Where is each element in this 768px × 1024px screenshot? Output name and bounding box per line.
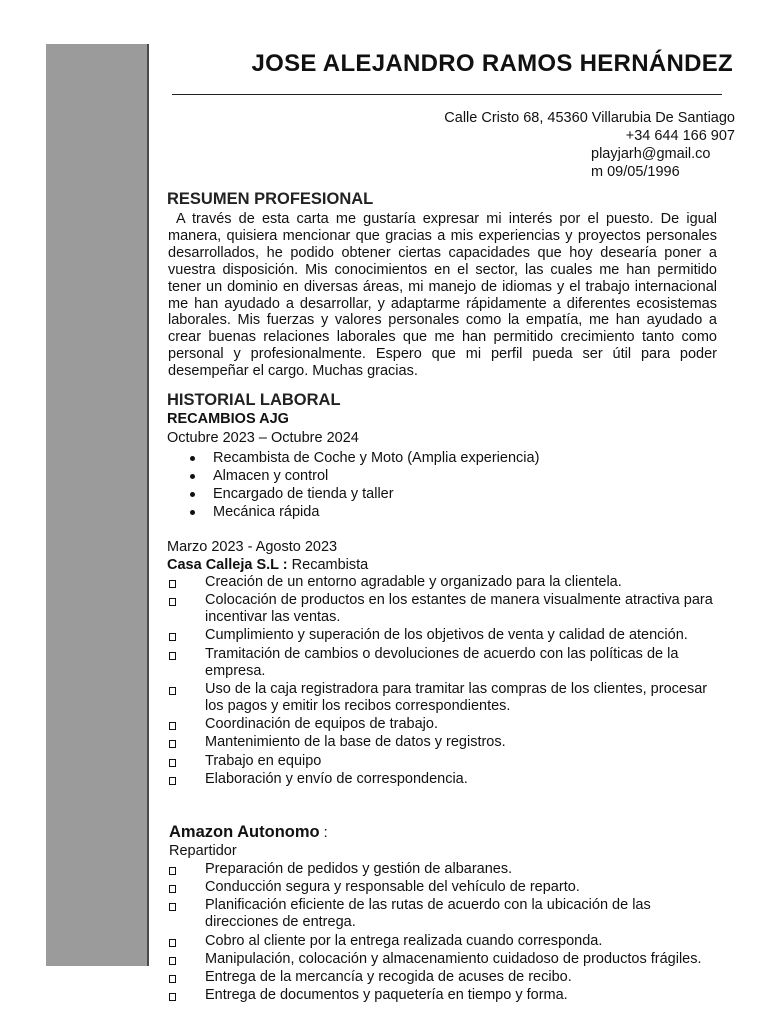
list-item: Preparación de pedidos y gestión de albaranes. [168,861,718,878]
header-divider [172,94,722,95]
checkbox-bullet-icon [169,652,176,660]
list-item: Cumplimiento y superación de los objetivos de venta y calidad de atención. [168,627,718,644]
email-line-1: playjarh@gmail.co [591,146,711,162]
list-item: Entrega de la mercancía y recogida de acuses de recibo. [168,969,718,986]
summary-text: A través de esta carta me gustaría expresar mi interés por el puesto. De igual manera, quisiera mencionar que gracias a mis experiencias y proyectos personales desarrollados, he podido obtener ciertas capacidades que hoy desearía poner a vuestra disposición. Mis conocimientos en el sector, las cuales me han permitido tener un dominio en diversas áreas, mi manejo de idiomas y el trabajo internacional me han ayudado a desarrollar, y adaptarme rápidamente a diferentes ecosistemas laborales. Mis fuerzas y valores personales como la empatía, me han ayudado a crear buenas relaciones laborales que me han permitido crecimiento tanto como personal y profesionalmente. Espero que mi perfil pueda ser útil para poder desempeñar el cargo. Muchas gracias. [168,211,717,380]
job-1-duties [187,449,539,521]
list-item: Creación de un entorno agradable y organizado para la clientela. [168,574,718,591]
list-item: Tramitación de cambios o devoluciones de acuerdo con las políticas de la empresa. [168,646,718,681]
address: Calle Cristo 68, 45360 Villarubia De Santiago [444,110,735,126]
decorative-sidebar [46,44,149,966]
phone: +34 644 166 907 [625,128,735,144]
checkbox-bullet-icon [169,777,176,785]
list-item: Coordinación de equipos de trabajo. [168,716,718,733]
job-separator: : [319,825,328,841]
checkbox-bullet-icon [169,633,176,641]
list-item: Uso de la caja registradora para tramitar las compras de los clientes, procesar los pagos y emitir los recibos correspondientes. [168,681,718,716]
checkbox-bullet-icon [169,580,176,588]
list-item: Recambista de Coche y Moto (Amplia experiencia) [187,449,539,467]
job-company: RECAMBIOS AJG [167,411,289,427]
checkbox-bullet-icon [169,867,176,875]
summary-title: RESUMEN PROFESIONAL [167,190,374,208]
job-role: Recambista [287,557,369,573]
job-3-duties [168,861,718,1005]
job-dates: Octubre 2023 – Octubre 2024 [167,430,359,446]
list-item: Colocación de productos en los estantes de manera visualmente atractiva para incentivar las ventas. [168,592,718,627]
email-line-2: m 09/05/1996 [591,164,680,180]
job-company: Amazon Autonomo [169,823,320,841]
job-role: Repartidor [169,843,237,859]
list-item: Entrega de documentos y paquetería en tiempo y forma. [168,987,718,1004]
candidate-name: JOSE ALEJANDRO RAMOS HERNÁNDEZ [251,50,733,77]
checkbox-bullet-icon [169,598,176,606]
checkbox-bullet-icon [169,957,176,965]
job-company: Casa Calleja S.L : [167,557,288,573]
contact-block [415,109,735,181]
checkbox-bullet-icon [169,939,176,947]
job-dates: Marzo 2023 - Agosto 2023 [167,539,338,555]
job-2-duties [168,574,718,789]
list-item: Mantenimiento de la base de datos y registros. [168,734,718,751]
job-heading [169,823,328,842]
list-item: Mecánica rápida [187,503,539,521]
checkbox-bullet-icon [169,903,176,911]
checkbox-bullet-icon [169,687,176,695]
list-item: Manipulación, colocación y almacenamiento cuidadoso de productos frágiles. [168,951,718,968]
list-item: Encargado de tienda y taller [187,485,539,503]
list-item: Conducción segura y responsable del vehículo de reparto. [168,879,718,896]
checkbox-bullet-icon [169,993,176,1001]
checkbox-bullet-icon [169,740,176,748]
job-heading [167,557,368,573]
checkbox-bullet-icon [169,975,176,983]
list-item: Trabajo en equipo [168,753,718,770]
list-item: Elaboración y envío de correspondencia. [168,771,718,788]
list-item: Planificación eficiente de las rutas de acuerdo con la ubicación de las direcciones de entrega. [168,897,718,932]
list-item: Cobro al cliente por la entrega realizada cuando corresponda. [168,933,718,950]
checkbox-bullet-icon [169,759,176,767]
history-title: HISTORIAL LABORAL [167,391,341,409]
list-item: Almacen y control [187,467,539,485]
checkbox-bullet-icon [169,722,176,730]
checkbox-bullet-icon [169,885,176,893]
